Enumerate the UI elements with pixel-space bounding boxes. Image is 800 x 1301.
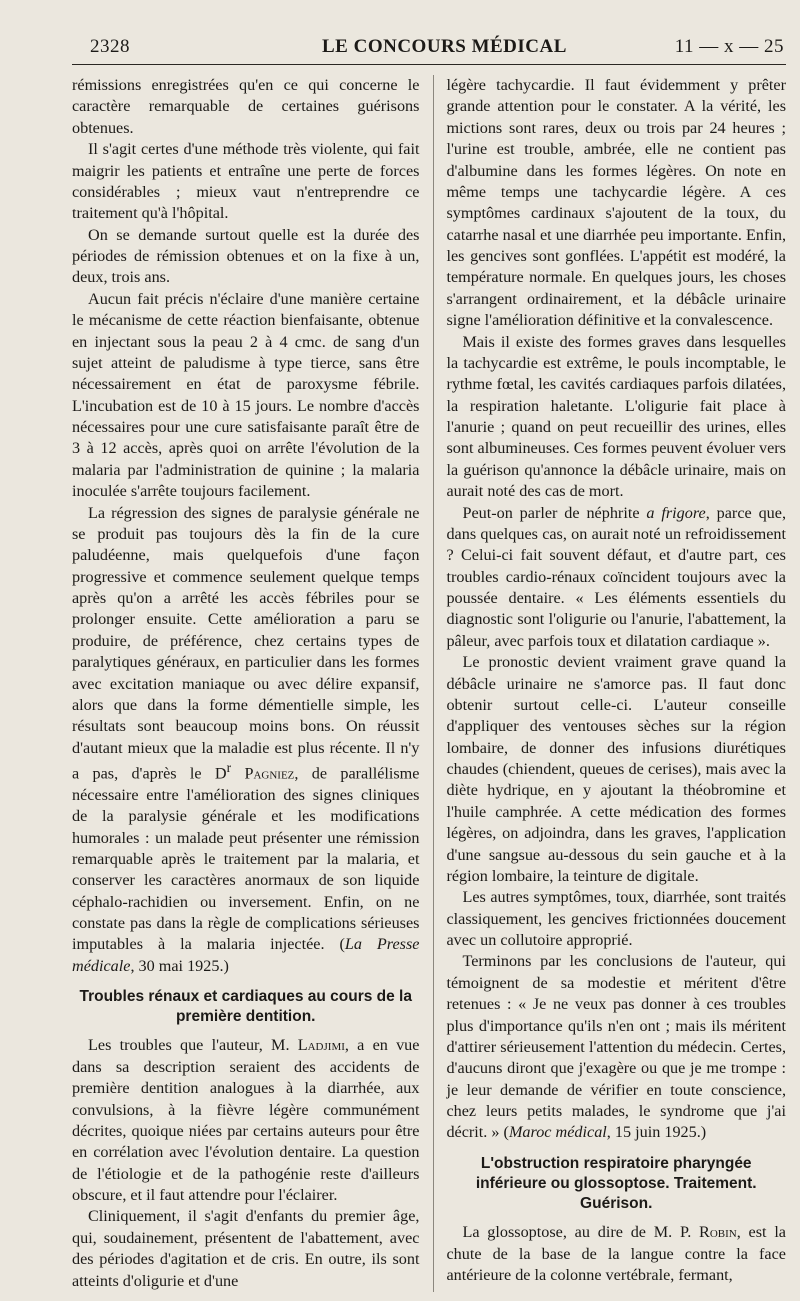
left-column	[72, 75, 419, 1292]
author-name: Pagniez	[244, 764, 295, 783]
paragraph: Cliniquement, il s'agit d'enfants du premier âge, qui, soudainement, présentent de l'abattement, avec des périodes d'agitation et de cris. En outre, ils sont atteints d'oligurie et d'une	[72, 1207, 420, 1290]
paragraph	[446, 503, 786, 653]
latin-phrase: a frigore	[646, 503, 706, 522]
text-run: La régression des signes de paralysie générale ne se produit pas toujours dès la fin de la cure paludéenne, mais quelquefois d'une façon progressive et commence seulement quelque temps après qu'on a arrêté les accès fébriles pour se prolonger ensuite. Cette amélioration a paru se produire, de préférence, chez certains types de paralytiques généraux, en particulier dans les formes avec excitation maniaque ou avec délire expansif, alors que dans la forme démentielle simple, les résultats sont beaucoup moins bons. On réussit d'autant mieux que la maladie est plus récente. Il n'y a pas, d'après le D	[72, 503, 420, 783]
text-run: , de parallélisme nécessaire entre l'amélioration des signes cliniques de la paralysie générale et les modifications humorales : un malade peut présenter une rémission remarquable après le traitement par la malaria, et conserver les caractères anormaux de son liquide céphalo-rachidien ou inversement. Enfin, on ne constate pas dans la règle de complications sérieuses imputables à la malaria injectée. (	[72, 764, 420, 954]
right-column	[433, 75, 786, 1292]
paragraph: Il s'agit certes d'une méthode très violente, qui fait maigrir les patients et entraîne une perte de forces considérables ; mieux vaut n'entreprendre ce traitement qu'à l'hôpital.	[72, 140, 420, 223]
paragraph: Le pronostic devient vraiment grave quand la débâcle urinaire ne s'amorce pas. Il faut donc obtenir surtout celle-ci. L'auteur conseille d'appliquer des ventouses sèches sur la région lombaire, de donner des infusions diurétiques chaudes (chiendent, queues de cerises), mais avec la diète hydrique, en y ajoutant la théobromine et l'huile camphrée. A cette médication des formes légères, on adjoindra, dans les graves, l'application d'une sangsue au-dessous du sein gauche et à la région lombaire, la teinture de digitale.	[446, 653, 786, 885]
text-run: Terminons par les conclusions de l'auteur, qui témoignent de sa modestie et méritent d'être retenues : « Je ne veux pas donner à ces troubles plus d'importance qu'ils n'en ont ; mais ils méritent d'attirer sérieusement l'attention du médecin. Certes, d'aucuns diront que j'exagère ou que je me trompe : je leur demande de vérifier en toute conscience, chez leurs petits malades, le syndrome que j'ai décrit. » (	[446, 952, 786, 1142]
text-run: Les troubles que l'auteur, M.	[88, 1036, 298, 1055]
text-run: , a en vue dans sa description seraient des accidents de première dentition analogues à la diarrhée, aux convulsions, à la fièvre légère communément décrites, quoique niées par certains auteurs pour être en corrélation avec l'évolution dentaire. La question de l'étiologie et de la pathogénie reste d'ailleurs obscure, et il faut attendre pour l'éclairer.	[72, 1036, 420, 1205]
paragraph: Aucun fait précis n'éclaire d'une manière certaine le mécanisme de cette réaction bienfaisante, obtenue en injectant sous la peau 2 à 4 cmc. de sang d'un sujet atteint de paludisme à type tierce, sans être nécessairement en état de paroxysme fébrile. L'incubation est de 10 à 15 jours. Le nombre d'accès nécessaires pour une cure satisfaisante paraît être de 3 à 12 accès, après quoi on arrête l'évolution de la malaria par l'administration de quinine ; la malaria inoculée s'arrête toujours facilement.	[72, 289, 420, 501]
paragraph	[72, 503, 419, 978]
article-heading: L'obstruction respiratoire pharyngée inférieure ou glossoptose. Traitement. Guérison.	[475, 1154, 757, 1213]
issue-date: 11 — x — 25	[674, 36, 784, 57]
text-run: , 30 mai 1925.)	[130, 956, 229, 975]
text-run: , est la chute de la base de la langue contre la face antérieure de la colonne vertébrale, fermant,	[446, 1223, 786, 1284]
paragraph	[72, 1035, 419, 1206]
page-number: 2328	[90, 36, 130, 57]
superscript: r	[226, 760, 232, 775]
paragraph	[446, 951, 786, 1143]
paragraph: Les autres symptômes, toux, diarrhée, sont traités classiquement, les gencives frictionnées doucement avec un collutoire approprié.	[446, 888, 786, 949]
source-title: La Presse médicale	[72, 935, 420, 975]
source-title: Maroc médical	[508, 1123, 607, 1142]
article-heading: Troubles rénaux et cardiaques au cours de la première dentition.	[79, 988, 412, 1026]
running-header	[72, 30, 786, 65]
author-name: Ladjimi	[297, 1036, 345, 1055]
paragraph: Mais il existe des formes graves dans lesquelles la tachycardie est extrême, le pouls incomptable, le rythme fœtal, les cavités cardiaques parfois dilatées, la respiration haletante. L'oligurie fait place à l'anurie ; quand on peut recueillir des urines, elles sont albumineuses. Ces formes peuvent évoluer vers la guérison qu'annonce la débâcle urinaire, mais on aurait noté des cas de mort.	[446, 332, 786, 501]
text-run: , 15 juin 1925.)	[606, 1123, 707, 1142]
paragraph: rémissions enregistrées qu'en ce qui concerne le caractère remarquable de certaines guérisons obtenues.	[72, 76, 420, 137]
text-run: Peut-on parler de néphrite	[462, 503, 647, 522]
text-columns	[72, 75, 786, 1292]
paragraph: légère tachycardie. Il faut évidemment y prêter grande attention pour le constater. A la vérité, les mictions sont rares, deux ou trois par 24 heures ; l'urine est trouble, ambrée, elle ne contient pas d'albumine dans les formes légères. On note en même temps une tachycardie légère. A ces symptômes cardinaux s'ajoutent de la toux, du catarrhe nasal et une diarrhée peu importante. Enfin, les gencives sont gonflées. L'appétit est modéré, la température normale. En quelques jours, les choses s'arrangent ordinairement, et la débâcle urinaire signe l'amélioration définitive et la convalescence.	[446, 76, 786, 330]
text-run: La glossoptose, au dire de M. P.	[462, 1223, 700, 1242]
author-name: Robin	[699, 1223, 737, 1242]
paragraph	[446, 1222, 786, 1286]
text-run: , parce que, dans quelques cas, on aurait noté un refroidissement ? Celui-ci fait souvent défaut, et d'autre part, ces troubles cardio-rénaux coïncident toujours avec la poussée dentaire. « Les éléments essentiels du diagnostic sont l'oligurie ou l'anurie, l'abattement, la pâleur, avec parfois toux et dilatation cardiaque ».	[446, 503, 786, 650]
journal-title: LE CONCOURS MÉDICAL	[322, 36, 567, 57]
paragraph: On se demande surtout quelle est la durée des périodes de rémission obtenues et on la fixe à un, deux, trois ans.	[72, 225, 420, 287]
